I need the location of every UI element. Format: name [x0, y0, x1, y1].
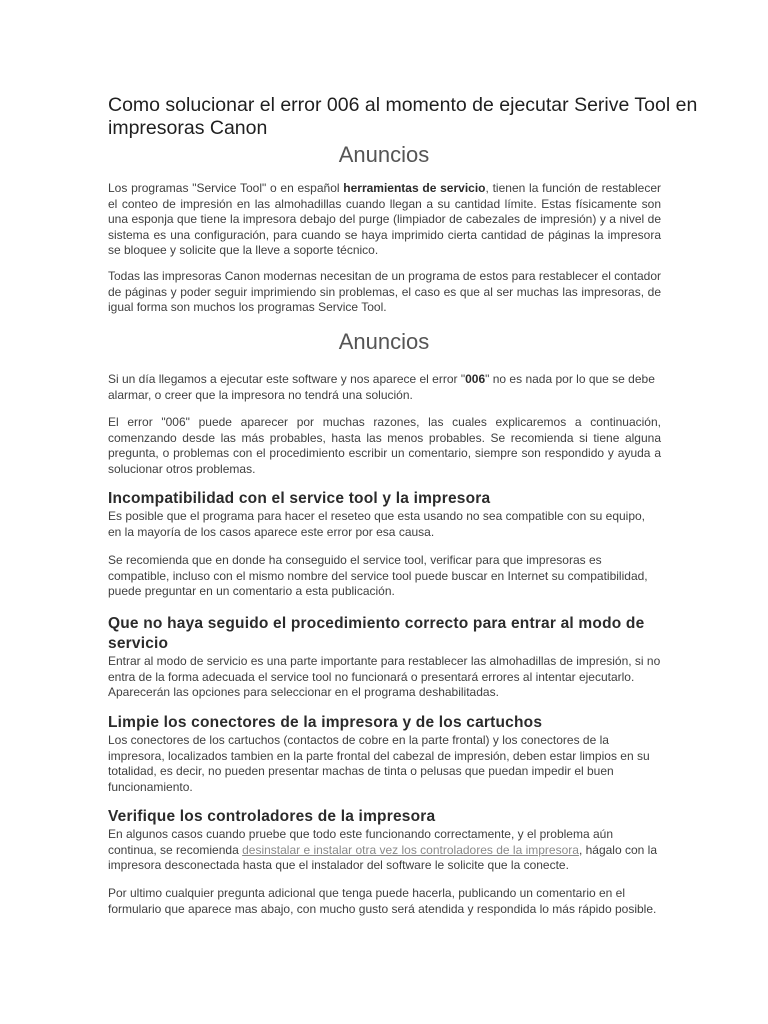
- paragraph-intro-text-b: , tienen la función de restablecer el conteo de impresión en las almohadillas cuando llegan a su cantidad límite. Estas físicamente son una esponja que tiene la impresora debajo del purge (limpiador de cabezales de impresión) y a nivel de sistema es una configuración, para cuando se haya imprimido cierta cantidad de páginas la impresora se bloquee y solicite que la lleve a soporte técnico.: [108, 181, 661, 257]
- paragraph-incompatibilidad-1: Es posible que el programa para hacer el reseteo que esta usando no sea compatible con su equipo, en la mayoría de los casos aparece este error por esa causa.: [108, 509, 646, 539]
- paragraph-error: [108, 372, 661, 403]
- page-title: Como solucionar el error 006 al momento de ejecutar Serive Tool en impresoras Canon: [108, 94, 698, 139]
- heading-procedimiento: Que no haya seguido el procedimiento correcto para entrar al modo de servicio: [108, 615, 645, 652]
- ads-label-1: Anuncios: [338, 142, 430, 167]
- paragraph-reasons: El error "006" puede aparecer por muchas razones, las cuales explicaremos a continuación, comenzando desde las más probables, hasta las menos probables. Se recomienda si tiene alguna pregunta, o problemas con el procedimiento escribir un comentario, siempre son respondido y ayuda a solucionar otros problemas.: [108, 415, 661, 476]
- paragraph-error-text-b: " no es nada por lo que se debe alarmar, o creer que la impresora no tendrá una solución.: [108, 372, 655, 402]
- heading-incompatibilidad: Incompatibilidad con el service tool y la impresora: [108, 490, 491, 507]
- paragraph-intro-bold: herramientas de servicio: [343, 181, 486, 195]
- ads-label-2: Anuncios: [338, 329, 430, 354]
- paragraph-controladores-text-a: En algunos casos cuando pruebe que todo este funcionando correctamente, y el problema aún continua, se recomienda: [108, 827, 614, 857]
- paragraph-incompatibilidad-2: Se recomienda que en donde ha conseguido el service tool, verificar para que impresoras es compatible, incluso con el mismo nombre del service tool puede buscar en Internet su compatibilidad, puede preguntar en un comentario a esta publicación.: [108, 553, 648, 598]
- drivers-reinstall-link[interactable]: desinstalar e instalar otra vez los controladores de la impresora: [242, 842, 579, 857]
- paragraph-conectores: Los conectores de los cartuchos (contactos de cobre en la parte frontal) y los conectores de la impresora, localizados tambien en la parte frontal del cabezal de impresión, deben estar limpios en su totalidad, es decir, no pueden presentar machas de tinta o pelusas que puedan impedir el buen funcionamiento.: [108, 733, 650, 794]
- paragraph-intro: [108, 181, 661, 259]
- heading-conectores: Limpie los conectores de la impresora y de los cartuchos: [108, 714, 543, 731]
- paragraph-error-text-a: Si un día llegamos a ejecutar este software y nos aparece el error ": [108, 372, 466, 386]
- paragraph-intro-text-a: Los programas "Service Tool" o en español: [108, 181, 344, 195]
- heading-controladores: Verifique los controladores de la impresora: [108, 808, 436, 825]
- paragraph-error-bold: 006: [465, 372, 486, 386]
- paragraph-procedimiento: Entrar al modo de servicio es una parte importante para restablecer las almohadillas de impresión, si no entra de la forma adecuada el service tool no funcionará o presentará errores al intentar ejecutarlo. Aparecerán las opciones para seleccionar en el programa deshabilitadas.: [108, 654, 661, 699]
- paragraph-controladores: [108, 827, 661, 874]
- paragraph-closing: Por ultimo cualquier pregunta adicional que tenga puede hacerla, publicando un comentario en el formulario que aparece mas abajo, con mucho gusto será atendida y respondida lo más rápido posible.: [108, 886, 657, 916]
- paragraph-canon: Todas las impresoras Canon modernas necesitan de un programa de estos para restablecer el contador de páginas y poder seguir imprimiendo sin problemas, el caso es que al ser muchas las impresoras, de igual forma son muchos los programas Service Tool.: [108, 269, 661, 314]
- paragraph-controladores-text-b: , hágalo con la impresora desconectada hasta que el instalador del software le solicite que la conecte.: [108, 842, 657, 872]
